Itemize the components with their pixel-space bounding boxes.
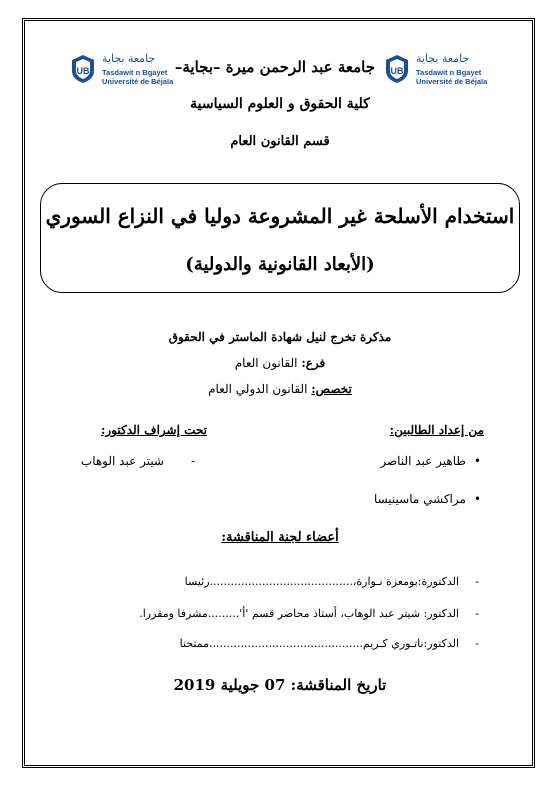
svg-text:UB: UB: [390, 66, 404, 76]
committee-heading: أعضاء لجنة المناقشة:: [221, 530, 339, 545]
logo-line2: Université de Béjaïa: [416, 77, 488, 86]
defense-date-line: [130, 676, 430, 694]
university-logo-right: [384, 52, 494, 96]
branch-line: [130, 356, 430, 370]
committee-dash-2: -: [475, 607, 479, 620]
committee-dash-1: -: [475, 575, 479, 588]
specialty-value: القانون الدولي العام: [208, 382, 308, 396]
department-name: قسم القانون العام: [230, 134, 330, 149]
defense-date-label: تاريخ المناقشة:: [290, 676, 387, 694]
university-name: جامعة عبد الرحمن ميرة –بجاية–: [174, 58, 375, 76]
committee-member-1: الدكتورة:بومعزة نـوارة،.........................................رئيسا: [184, 575, 459, 588]
svg-text:UB: UB: [76, 66, 90, 76]
university-emblem-icon: [70, 54, 96, 84]
logo-arabic-name: جامعة بجاية: [416, 52, 470, 65]
logo-arabic-name: جامعة بجاية: [102, 52, 156, 65]
supervisor-dash: -: [190, 454, 195, 468]
title-box: [40, 183, 520, 293]
committee-dash-3: -: [475, 637, 479, 650]
supervisor-name: شيتر عبد الوهاب: [80, 454, 164, 468]
branch-value: القانون العام: [234, 356, 298, 370]
committee-member-2: الدكتور: شيتر عبد الوهاب، أستاذ محاضر قسم 'أ'.........مشرفا ومقررا.: [139, 607, 459, 620]
thesis-subtitle: (الأبعاد القانونية والدولية): [185, 254, 375, 275]
student-name-1: • طاهير عبد الناصر: [380, 454, 481, 468]
faculty-name: كلية الحقوق و العلوم السياسية: [190, 96, 370, 112]
committee-member-3: الدكتور:ناتـوري كـريم............................................ممتحنا: [179, 637, 459, 650]
supervisor-heading: تحت إشراف الدكتور:: [100, 423, 207, 437]
branch-label: فرع:: [301, 356, 326, 370]
defense-date-value: 07 جويلية 2019: [173, 676, 286, 694]
student-name-2: • مراكشي ماسينيسا: [374, 492, 481, 506]
thesis-title: استخدام الأسلحة غير المشروعة دوليا في النزاع السوري: [45, 204, 515, 228]
students-heading: من إعداد الطالبين:: [389, 423, 484, 437]
university-logo-left: [70, 52, 180, 96]
logo-line1: Tasdawit n Bgayet: [416, 68, 482, 77]
specialty-label: تخصص:: [311, 382, 352, 396]
thesis-purpose: مذكرة تخرج لنيل شهادة الماستر في الحقوق: [168, 330, 392, 344]
logo-line2: Université de Béjaïa: [102, 77, 174, 86]
specialty-line: [130, 382, 430, 396]
logo-line1: Tasdawit n Bgayet: [102, 68, 168, 77]
university-emblem-icon: [384, 54, 410, 84]
